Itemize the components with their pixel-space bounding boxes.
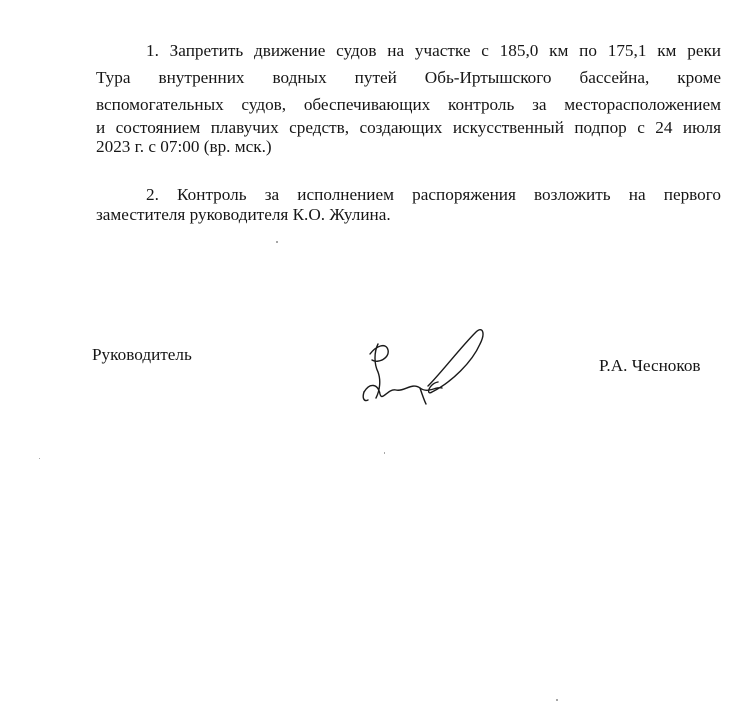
handwritten-signature (356, 322, 496, 412)
item-2-line-2: заместителя руководителя К.О. Жулина. (96, 205, 391, 224)
item-1-line-3: вспомогательных судов, обеспечивающих контроль за месторасположением (96, 95, 721, 114)
scan-speck (384, 452, 385, 454)
scan-speck (276, 241, 278, 243)
item-1-line-5: 2023 г. с 07:00 (вр. мск.) (96, 137, 272, 156)
position-title: Руководитель (92, 345, 192, 364)
item-2-line-1: 2. Контроль за исполнением распоряжения возложить на первого (146, 185, 721, 204)
item-1-line-4: и состоянием плавучих средств, создающих искусственный подпор с 24 июля (96, 118, 721, 137)
signatory-name: Р.А. Чесноков (599, 356, 701, 375)
item-1-line-2: Тура внутренних водных путей Обь-Иртышского бассейна, кроме (96, 68, 721, 87)
item-1-line-1: 1. Запретить движение судов на участке с 185,0 км по 175,1 км реки (146, 41, 721, 60)
scan-speck (39, 458, 40, 459)
scan-speck (556, 699, 558, 701)
